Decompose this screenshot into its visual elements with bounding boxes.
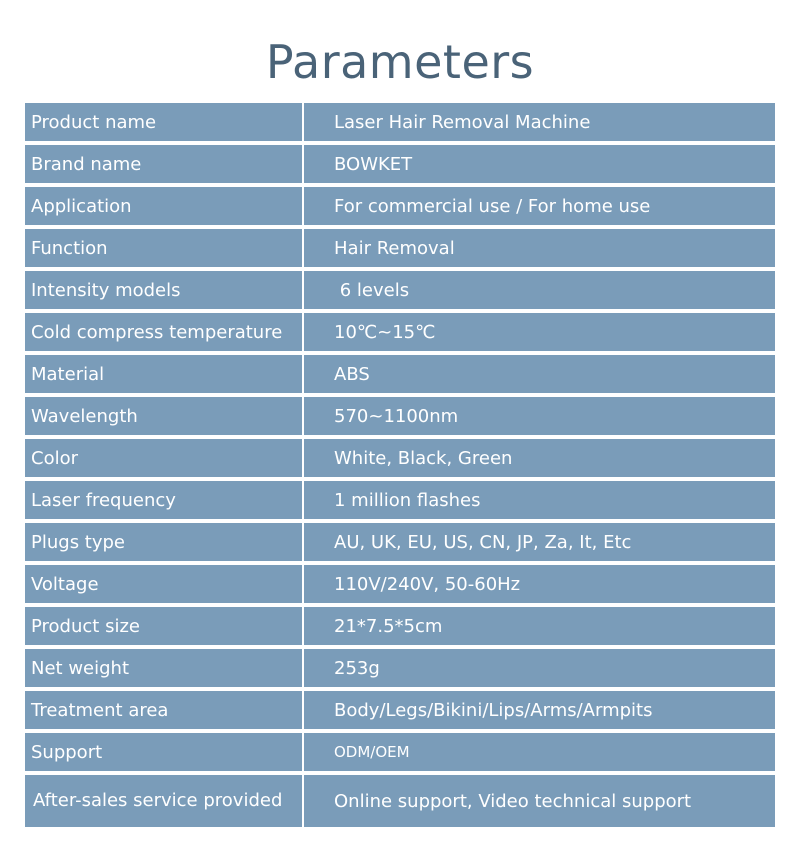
table-row — [25, 229, 775, 267]
row-label: Net weight — [25, 649, 302, 687]
row-value: AU, UK, EU, US, CN, JP, Za, It, Etc — [304, 523, 775, 561]
row-value: 21*7.5*5cm — [304, 607, 775, 645]
row-label: After-sales service provided — [25, 775, 302, 827]
row-value: BOWKET — [304, 145, 775, 183]
row-value: White, Black, Green — [304, 439, 775, 477]
row-label: Treatment area — [25, 691, 302, 729]
row-label: Function — [25, 229, 302, 267]
row-value: Laser Hair Removal Machine — [304, 103, 775, 141]
row-value: 1 million flashes — [304, 481, 775, 519]
row-label: Product name — [25, 103, 302, 141]
table-row — [25, 355, 775, 393]
row-value: 570~1100nm — [304, 397, 775, 435]
parameters-table — [25, 103, 775, 827]
row-value: ODM/OEM — [304, 733, 775, 771]
table-row — [25, 439, 775, 477]
table-row — [25, 607, 775, 645]
row-label: Wavelength — [25, 397, 302, 435]
table-row — [25, 733, 775, 771]
row-value: Online support, Video technical support — [304, 775, 775, 827]
table-row — [25, 481, 775, 519]
row-label: Plugs type — [25, 523, 302, 561]
row-label: Application — [25, 187, 302, 225]
row-label: Voltage — [25, 565, 302, 603]
row-value: 6 levels — [304, 271, 775, 309]
row-label: Intensity models — [25, 271, 302, 309]
row-value: ABS — [304, 355, 775, 393]
table-row — [25, 565, 775, 603]
table-row — [25, 145, 775, 183]
row-label: Product size — [25, 607, 302, 645]
row-label: Laser frequency — [25, 481, 302, 519]
row-value: 10℃~15℃ — [304, 313, 775, 351]
row-label: Color — [25, 439, 302, 477]
row-label: Brand name — [25, 145, 302, 183]
row-value: For commercial use / For home use — [304, 187, 775, 225]
row-value: Hair Removal — [304, 229, 775, 267]
table-row — [25, 313, 775, 351]
row-label: Support — [25, 733, 302, 771]
row-label: Material — [25, 355, 302, 393]
row-value: Body/Legs/Bikini/Lips/Arms/Armpits — [304, 691, 775, 729]
row-label: Cold compress temperature — [25, 313, 302, 351]
table-row — [25, 103, 775, 141]
table-row — [25, 397, 775, 435]
row-value: 110V/240V, 50-60Hz — [304, 565, 775, 603]
table-row — [25, 523, 775, 561]
table-row — [25, 271, 775, 309]
table-row — [25, 649, 775, 687]
table-row — [25, 187, 775, 225]
table-row — [25, 775, 775, 827]
table-row — [25, 691, 775, 729]
row-value: 253g — [304, 649, 775, 687]
page-title: Parameters — [265, 35, 535, 89]
